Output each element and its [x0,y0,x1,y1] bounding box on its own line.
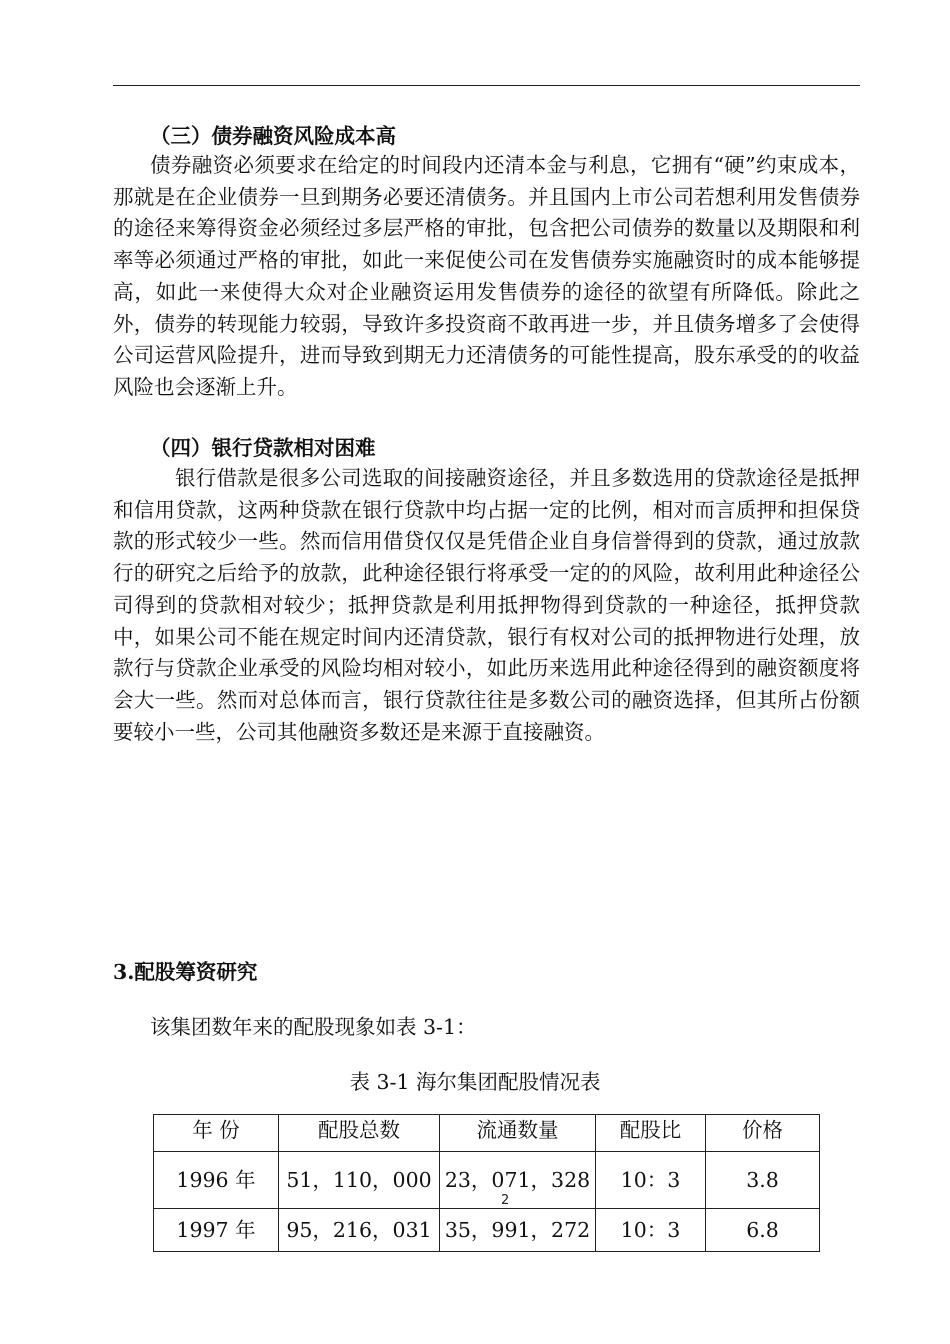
table-header-row [154,1115,820,1152]
section-3-paragraph: 债券融资必须要求在给定的时间段内还清本金与利息，它拥有“硬”约束成本，那就是在企业债券一旦到期务必要还清债务。并且国内上市公司若想利用发售债券的途径来筹得资金必须经过多层严格的审批，包含把公司债券的数量以及期限和利率等必须通过严格的审批，如此一来促使公司在发售债券实施融资时的成本能够提高，如此一来使得大众对企业融资运用发售债券的途径的欲望有所降低。除此之外，债券的转现能力较弱，导致许多投资商不敢再进一步，并且债务增多了会使得公司运营风险提升，进而导致到期无力还清债务的可能性提高，股东承受的的收益风险也会逐渐上升。 [113,153,860,399]
table-header-cell: 配股比 [596,1115,706,1152]
table-row [154,1152,820,1209]
table-caption: 表 3-1 海尔集团配股情况表 [349,1070,601,1094]
chapter-heading: 3.配股筹资研究 [113,960,258,984]
section-heading-3: （三）债券融资风险成本高 [150,124,396,148]
table-cell: 35，991，272 [440,1209,596,1252]
page-number: 2 [501,1193,510,1208]
table-header-cell: 流通数量 [440,1115,596,1152]
table-cell: 3.8 [706,1152,820,1209]
table-header-cell: 年 份 [154,1115,279,1152]
table-header-cell: 价格 [706,1115,820,1152]
table-intro-text: 该集团数年来的配股现象如表 3-1： [150,1015,477,1039]
table-cell: 1997 年 [154,1209,279,1252]
table-cell: 95，216，031 [279,1209,440,1252]
table-row [154,1209,820,1252]
section-4-paragraph: 银行借款是很多公司选取的间接融资途径，并且多数选用的贷款途径是抵押和信用贷款，这两种贷款在银行贷款中均占据一定的比例，相对而言质押和担保贷款的形式较少一些。然而信用借贷仅仅是凭借企业自身信誉得到的贷款，通过放款行的研究之后给予的放款，此种途径银行将承受一定的的风险，故利用此种途径公司得到的贷款相对较少；抵押贷款是利用抵押物得到贷款的一种途径，抵押贷款中，如果公司不能在规定时间内还清贷款，银行有权对公司的抵押物进行处理，放款行与贷款企业承受的风险均相对较小，如此历来选用此种途径得到的融资额度将会大一些。然而对总体而言，银行贷款往往是多数公司的融资选择，但其所占份额要较小一些，公司其他融资多数还是来源于直接融资。 [113,466,860,744]
table-header-cell: 配股总数 [279,1115,440,1152]
table-cell: 23，071，328 [440,1152,596,1209]
section-heading-4: （四）银行贷款相对困难 [150,436,376,460]
header-rule [113,85,860,86]
table-cell: 1996 年 [154,1152,279,1209]
table-cell: 6.8 [706,1209,820,1252]
table-cell: 51，110，000 [279,1152,440,1209]
table-cell: 10：3 [596,1209,706,1252]
table-cell: 10：3 [596,1152,706,1209]
stock-allotment-table [153,1114,819,1242]
